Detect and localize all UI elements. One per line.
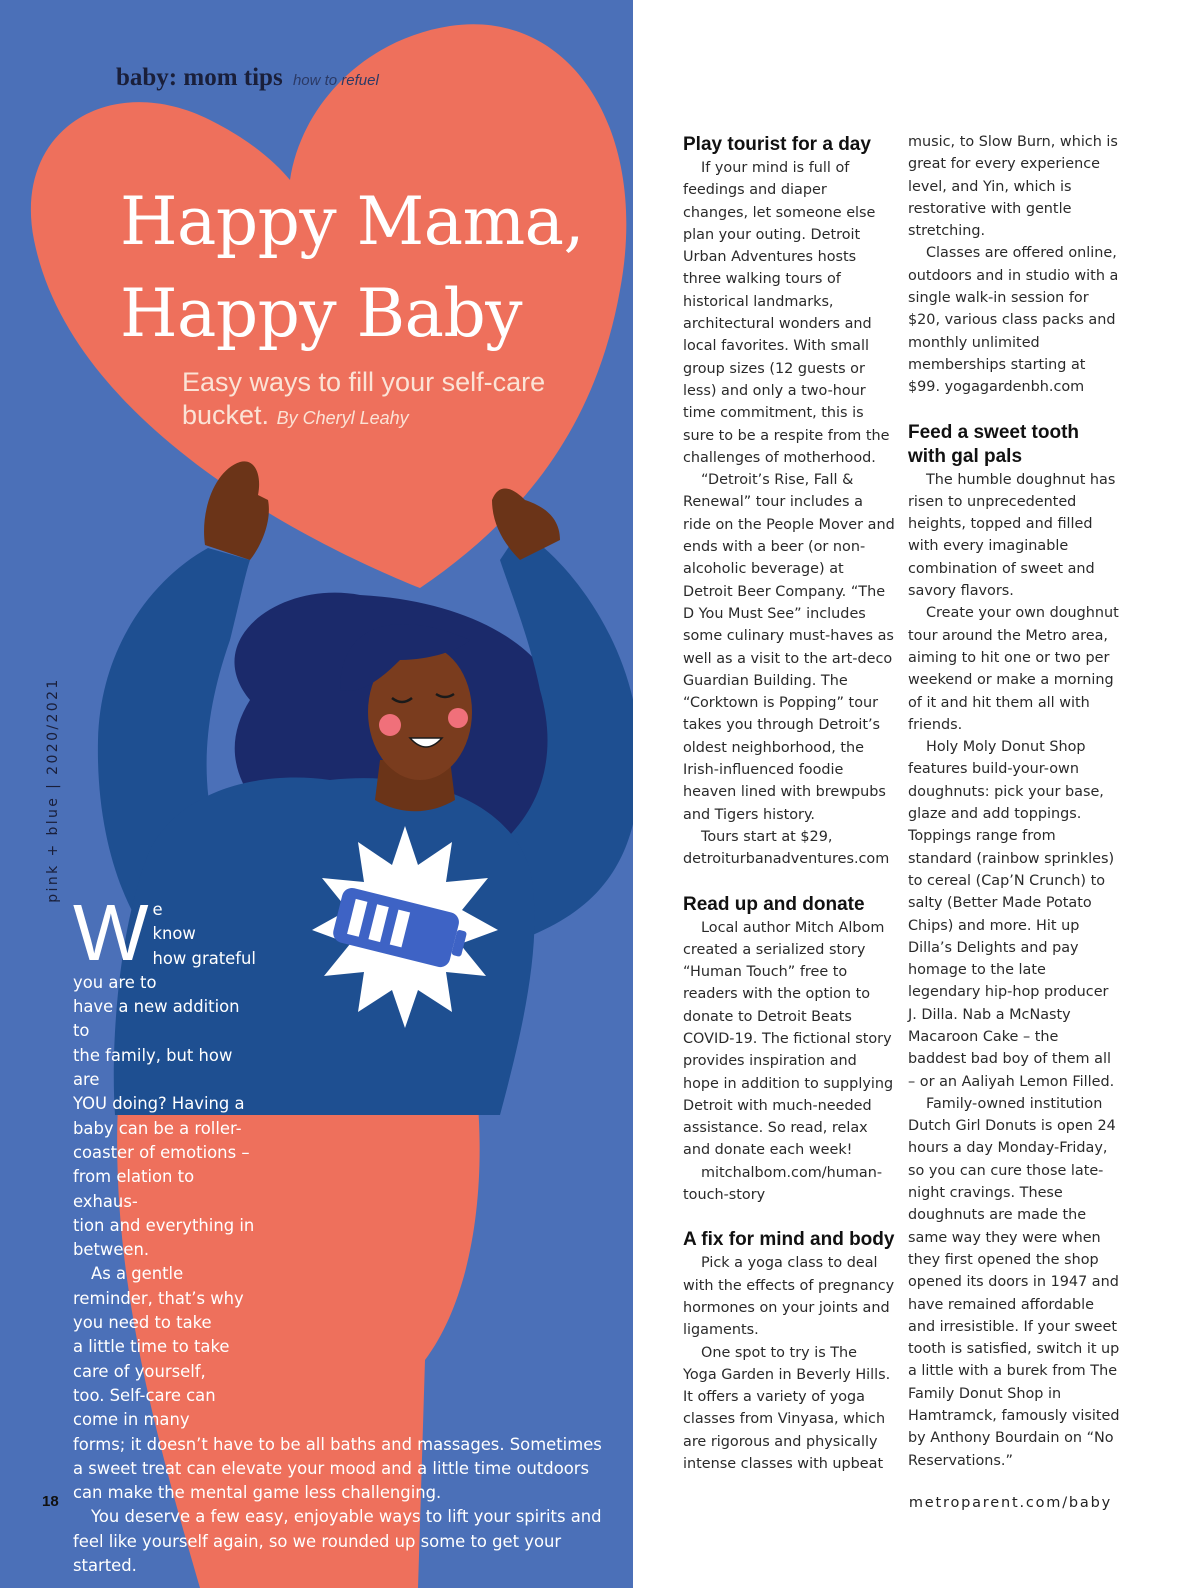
intro-line: As a gentle: [91, 1264, 184, 1284]
intro-line: too. Self-care can: [73, 1385, 216, 1405]
subhead-sweet-tooth: Feed a sweet tooth with gal pals: [908, 421, 1080, 467]
intro-line: baby can be a roller-: [73, 1118, 242, 1138]
intro-line: coaster of emotions –: [73, 1142, 250, 1162]
section-subtitle: how to refuel: [292, 72, 379, 89]
article-headline: [120, 176, 620, 360]
section-gap: [683, 871, 895, 893]
body-paragraph: If your mind is full of feedings and diaper changes, let someone else plan your outing. Detroit Urban Adventures hosts three walking tours of historical landmarks, architectural wonders and local favorites. With small group sizes (12 guests or less) and only a two-hour time commitment, this is sure to be a respite from the challenges of motherhood.: [683, 160, 890, 466]
intro-line: come in many: [73, 1410, 190, 1430]
body-paragraph: Pick a yoga class to deal with the effects of pregnancy hormones on your joints and ligaments.: [683, 1255, 895, 1339]
intro-paragraph-2: [73, 1262, 261, 1432]
section-name: baby: mom tips: [116, 64, 283, 91]
cheek-right: [448, 708, 468, 728]
article-dek: [182, 366, 602, 435]
intro-paragraph-2-continued: forms; it doesn’t have to be all baths and massages. Sometimes a sweet treat can elevate your mood and a little time outdoors can make the mental game less challenging.: [73, 1434, 602, 1503]
headline-line-2: Happy Baby: [120, 275, 523, 352]
right-hand: [492, 488, 560, 560]
intro-line: e: [152, 900, 163, 919]
article-column-2: [908, 131, 1120, 1472]
intro-line: have a new addition to: [73, 997, 240, 1041]
body-paragraph: Classes are offered online, outdoors and in studio with a single walk-in session for $20, various class packs and monthly unlimited memberships starting at $99. yogagardenbh.com: [908, 245, 1119, 396]
byline: By Cheryl Leahy: [276, 408, 409, 428]
body-paragraph: music, to Slow Burn, which is great for every experience level, and Yin, which is restorative with gentle stretching.: [908, 134, 1118, 240]
intro-line: from elation to exhaus-: [73, 1167, 195, 1211]
body-paragraph: Local author Mitch Albom created a serialized story “Human Touch” free to readers with the option to donate to Detroit Beats COVID-19. The fictional story provides inspiration and hope in addition to supplying Detroit with much-needed assistance. So read, relax and donate each week!: [683, 919, 894, 1159]
body-paragraph: One spot to try is The Yoga Garden in Beverly Hills. It offers a variety of yoga classes from Vinyasa, which are rigorous and physically intense classes with upbeat: [683, 1344, 891, 1473]
body-paragraph: mitchalbom.com/human-touch-story: [683, 1164, 883, 1204]
intro-line: a little time to take: [73, 1337, 230, 1357]
intro-line: how grateful you are to: [73, 948, 256, 992]
body-paragraph: Holy Moly Donut Shop features build-your-own doughnuts: pick your base, glaze and add toppings. Toppings range from standard (rainbow sprinkles) to cereal (Cap’N Crunch) to salty (Better Made Potato Chips) and more. Hit up Dilla’s Delights and pay homage to the late legendary hip-hop producer J. Dilla. Nab a McNasty Macaroon Cake – the baddest bad boy of them all – or an Aaliyah Lemon Filled.: [908, 739, 1115, 1090]
body-paragraph: Family-owned institution Dutch Girl Donuts is open 24 hours a day Monday-Friday, so you can cure those late-night cravings. These doughnuts are made the same way they were when they first opened the shop opened its doors in 1947 and have remained affordable and irresistible. If your sweet tooth is satisfied, switch it up a little with a burek from The Family Donut Shop in Hamtramck, famously visited by Anthony Bourdain on “No Reservations.”: [908, 1095, 1120, 1469]
intro-line: between.: [73, 1240, 150, 1260]
intro-line: care of yourself,: [73, 1361, 206, 1381]
body-paragraph: Tours start at $29, detroiturbanadventures.com: [683, 828, 890, 868]
article-column-1: [683, 133, 895, 1475]
section-kicker: [116, 64, 379, 92]
intro-line: tion and everything in: [73, 1215, 255, 1235]
headline-line-1: Happy Mama,: [120, 183, 585, 260]
section-gap: [908, 399, 1120, 421]
dek-text: Easy ways to fill your self-care bucket.: [182, 367, 546, 430]
drop-cap: W: [73, 888, 149, 977]
intro-line: the family, but how are: [73, 1045, 233, 1090]
cheek-left: [379, 714, 401, 736]
section-gap: [683, 1206, 895, 1228]
subhead-play-tourist: Play tourist for a day: [683, 134, 871, 155]
body-paragraph: Create your own doughnut tour around the Metro area, aiming to hit one or two per weekend or make a morning of it and hit them all with friends.: [908, 605, 1119, 733]
footer-url: metroparent.com/baby: [908, 1495, 1112, 1511]
body-paragraph: “Detroit’s Rise, Fall & Renewal” tour includes a ride on the People Mover and ends with a beer (or non-alcoholic beverage) at Detroit Beer Company. “The D You Must See” includes some culinary must-haves as well as a visit to the art-deco Guardian Building. The “Corktown is Popping” tour takes you through Detroit’s oldest neighborhood, the Irish-influenced foodie heaven lined with brewpubs and Tigers history.: [683, 472, 895, 823]
issue-label: pink + blue | 2020/2021: [45, 677, 61, 903]
page-number: 18: [42, 1493, 59, 1510]
intro-line: YOU doing? Having a: [73, 1094, 245, 1114]
subhead-read-up: Read up and donate: [683, 893, 865, 915]
intro-line: reminder, that’s why: [73, 1288, 244, 1308]
intro-text: [73, 888, 608, 1578]
body-paragraph: The humble doughnut has risen to unprecedented heights, topped and filled with every imaginable combination of sweet and savory flavors.: [908, 471, 1116, 600]
intro-line: know: [152, 924, 196, 944]
intro-line: you need to take: [73, 1313, 212, 1333]
intro-paragraph-3: You deserve a few easy, enjoyable ways to lift your spirits and feel like yourself again, so we rounded up some to get your started.: [73, 1507, 602, 1576]
subhead-mind-and-body: A fix for mind and body: [683, 1229, 895, 1251]
